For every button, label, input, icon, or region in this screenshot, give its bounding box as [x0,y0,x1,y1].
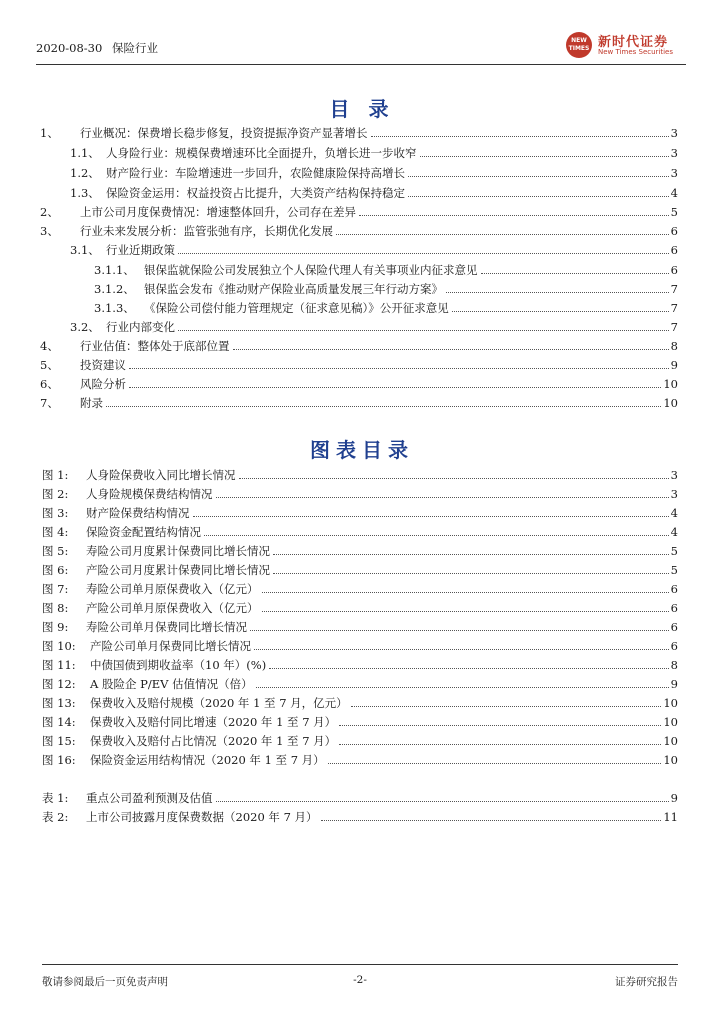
table-entry[interactable]: 表 1: 重点公司盈利预测及估值 9 [42,791,678,805]
toc-entry[interactable]: 1.2、 财产险行业：车险增速进一步回升，农险健康险保持高增长 3 [70,166,678,180]
figure-entry[interactable]: 图 6: 产险公司月度累计保费同比增长情况 5 [42,563,678,577]
figure-entry[interactable]: 图 11: 中债国债到期收益率（10 年）(%) 8 [42,658,678,672]
figure-entry[interactable]: 图 5: 寿险公司月度累计保费同比增长情况 5 [42,544,678,558]
figure-entry[interactable]: 图 16: 保险资金运用结构情况（2020 年 1 至 7 月） 10 [42,753,678,767]
toc-leader-dots [359,215,669,216]
toc-leader-dots [106,406,661,407]
toc-leader-dots [408,176,669,177]
toc-leader-dots [446,292,669,293]
toc-entry[interactable]: 1、 行业概况：保费增长稳步修复，投资提振净资产显著增长 3 [40,126,678,140]
toc-leader-dots [256,687,669,688]
toc-entry[interactable]: 1.1、 人身险行业：规模保费增速环比全面提升，负增长进一步收窄 3 [70,146,678,160]
toc-leader-dots [193,516,669,517]
figure-entry[interactable]: 图 12: A 股险企 P/EV 估值情况（倍） 9 [42,677,678,691]
toc-leader-dots [452,311,669,312]
toc-leader-dots [481,273,669,274]
toc-leader-dots [250,630,669,631]
toc-leader-dots [420,156,669,157]
toc-leader-dots [269,668,668,669]
figure-entry[interactable]: 图 9: 寿险公司单月保费同比增长情况 6 [42,620,678,634]
company-logo [566,30,686,60]
toc-entry[interactable]: 3.1、 行业近期政策 6 [70,243,678,257]
toc-title: 目 录 [329,97,395,121]
toc-leader-dots [129,387,661,388]
toc-entry[interactable]: 1.3、 保险资金运用：权益投资占比提升，大类资产结构保持稳定 4 [70,186,678,200]
toc-leader-dots [351,706,662,707]
figure-entry[interactable]: 图 3: 财产险保费结构情况 4 [42,506,678,520]
toc-leader-dots [273,573,669,574]
figure-entry[interactable]: 图 7: 寿险公司单月原保费收入（亿元） 6 [42,582,678,596]
toc-leader-dots [339,744,661,745]
page-footer [42,964,678,991]
logo-chinese-name: 新时代证券 [598,35,669,50]
toc-leader-dots [178,253,669,254]
table-entry[interactable]: 表 2: 上市公司披露月度保费数据（2020 年 7 月） 11 [42,810,678,824]
toc-entry[interactable]: 3.1.1、 银保监就保险公司发展独立个人保险代理人有关事项业内征求意见 6 [94,263,678,277]
disclaimer-note: 敬请参阅最后一页免责声明 [42,976,168,988]
toc-entry[interactable]: 3.1.3、 《保险公司偿付能力管理规定（征求意见稿）》公开征求意见 7 [94,301,678,315]
figure-entry[interactable]: 图 13: 保费收入及赔付规模（2020 年 1 至 7 月，亿元） 10 [42,696,678,710]
toc-leader-dots [129,368,669,369]
toc-leader-dots [321,820,662,821]
logo-english-name: New Times Securities [598,48,673,56]
toc-leader-dots [216,497,669,498]
figure-entry[interactable]: 图 14: 保费收入及赔付同比增速（2020 年 1 至 7 月） 10 [42,715,678,729]
toc-leader-dots [233,349,669,350]
report-type: 证券研究报告 [615,976,678,988]
industry-label: 保险行业 [111,41,158,55]
figure-entry[interactable]: 图 1: 人身险保费收入同比增长情况 3 [42,468,678,482]
toc-entry[interactable]: 4、 行业估值：整体处于底部位置 8 [40,339,678,353]
toc-leader-dots [262,611,669,612]
toc-leader-dots [239,478,669,479]
toc-leader-dots [371,136,669,137]
figure-entry[interactable]: 图 10: 产险公司单月保费同比增长情况 6 [42,639,678,653]
toc-leader-dots [262,592,669,593]
report-date: 2020-08-30 [36,41,103,55]
page-header [36,28,686,65]
toc-entry[interactable]: 6、 风险分析 10 [40,377,678,391]
figure-entry[interactable]: 图 4: 保险资金配置结构情况 4 [42,525,678,539]
toc-entry[interactable]: 5、 投资建议 9 [40,358,678,372]
toc-leader-dots [178,330,669,331]
toc-entry[interactable]: 3.1.2、 银保监会发布《推动财产保险业高质量发展三年行动方案》 7 [94,282,678,296]
figure-entry[interactable]: 图 8: 产险公司单月原保费收入（亿元） 6 [42,601,678,615]
toc-leader-dots [328,763,662,764]
toc-leader-dots [204,535,669,536]
figure-entry[interactable]: 图 2: 人身险规模保费结构情况 3 [42,487,678,501]
toc-leader-dots [339,725,661,726]
figures-toc-title: 图表目录 [310,438,414,462]
figure-entry[interactable]: 图 15: 保费收入及赔付占比情况（2020 年 1 至 7 月） 10 [42,734,678,748]
toc-leader-dots [336,234,669,235]
page-number: -2- [353,974,367,986]
toc-entry[interactable]: 7、 附录 10 [40,396,678,410]
toc-leader-dots [216,801,669,802]
toc-leader-dots [408,196,669,197]
toc-leader-dots [254,649,669,650]
toc-leader-dots [273,554,669,555]
toc-entry[interactable]: 3.2、 行业内部变化 7 [70,320,678,334]
toc-entry[interactable]: 2、 上市公司月度保费情况：增速整体回升，公司存在差异 5 [40,205,678,219]
toc-entry[interactable]: 3、 行业未来发展分析：监管张弛有序，长期优化发展 6 [40,224,678,238]
logo-emblem-icon: NEW TIMES [566,32,592,58]
header-meta [36,40,164,56]
